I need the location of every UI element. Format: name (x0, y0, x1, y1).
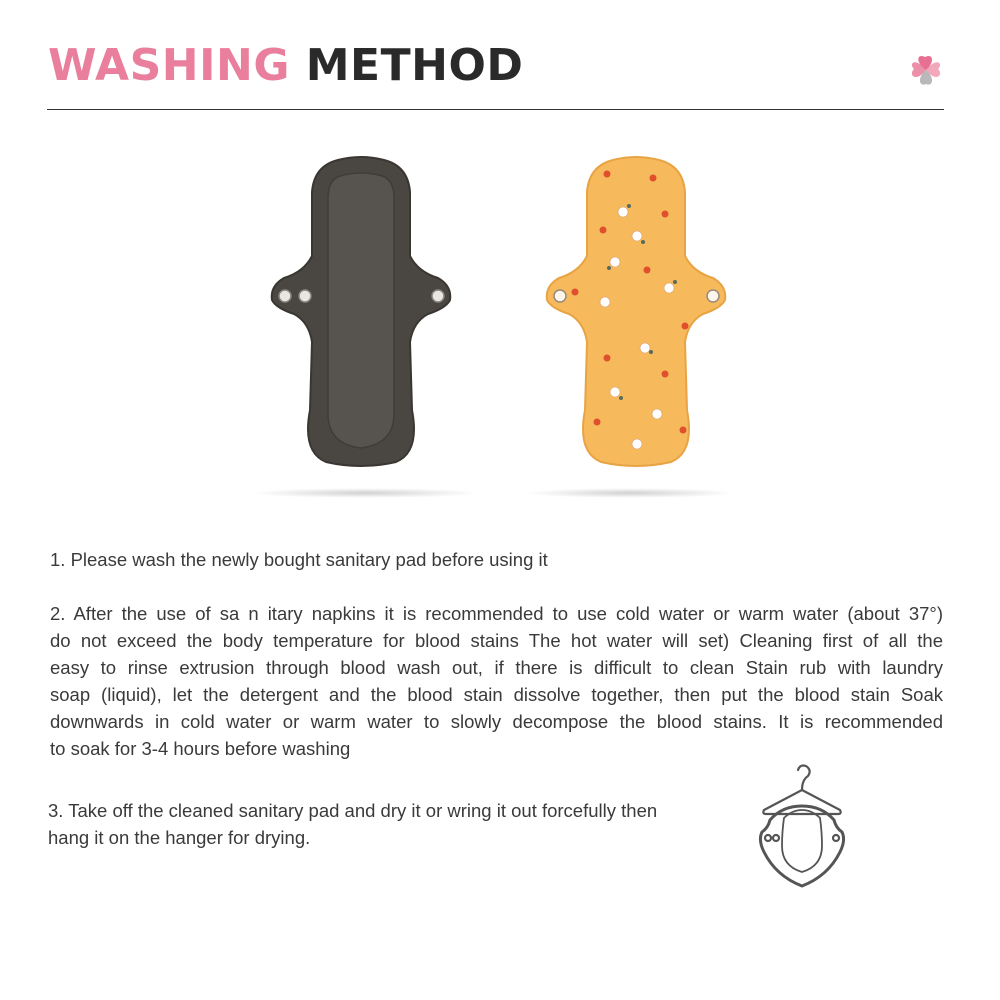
step-2-line: to soak for 3-4 hours before washing (50, 738, 351, 759)
pad-on-hanger-icon (752, 762, 852, 892)
instruction-step-3 (48, 797, 668, 851)
step-2-line: soap (liquid), let the detergent and the blood stain dissolve together, then put the blood stain Soak (50, 684, 943, 705)
pad-shadow (250, 488, 480, 498)
instruction-step-2 (50, 600, 943, 735)
step-2-line: easy to rinse extrusion through blood wash out, if there is difficult to clean Stain rub with laundry (50, 657, 943, 678)
page-title (48, 40, 523, 91)
floral-pad-image (545, 152, 727, 470)
header-divider (47, 109, 944, 110)
step-2-line: do not exceed the body temperature for blood stains The hot water will set) Cleaning first of all the (50, 630, 943, 651)
pink-clover-logo-icon (906, 51, 946, 89)
charcoal-pad-image (268, 152, 454, 470)
title-rest: METHOD (305, 40, 524, 91)
pad-shadow (525, 488, 735, 498)
instruction-step-1: 1. Please wash the newly bought sanitary pad before using it (50, 549, 548, 570)
step-3-line: hang it on the hanger for drying. (48, 827, 311, 848)
step-3-line: 3. Take off the cleaned sanitary pad and dry it or wring it out forcefully then (48, 800, 658, 821)
title-accent: WASHING (48, 40, 290, 91)
step-2-line: downwards in cold water or warm water to slowly decompose the blood stains. It is recommended (50, 711, 943, 732)
step-2-line: 2. After the use of sa n itary napkins it is recommended to use cold water or warm water (about 37°) (50, 603, 943, 624)
